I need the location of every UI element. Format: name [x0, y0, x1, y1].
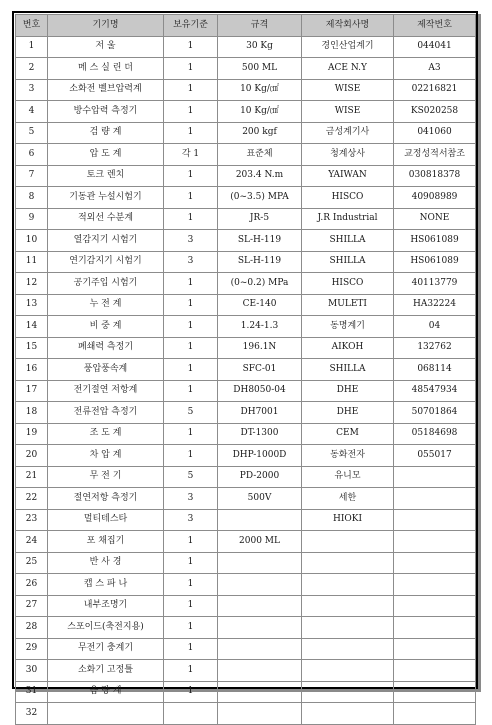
serial-number-cell: 48547934	[394, 380, 476, 402]
table-row	[16, 359, 476, 381]
serial-number-cell	[394, 703, 476, 725]
manufacturer-cell	[302, 552, 394, 574]
holding-standard-cell: 1	[164, 122, 218, 144]
holding-standard-cell: 1	[164, 58, 218, 80]
number-cell: 10	[16, 230, 48, 252]
holding-standard-cell: 1	[164, 531, 218, 553]
manufacturer-cell: 동화전자	[302, 445, 394, 467]
number-cell: 6	[16, 144, 48, 166]
holding-standard-cell: 1	[164, 380, 218, 402]
number-cell: 19	[16, 423, 48, 445]
serial-number-cell: 041060	[394, 122, 476, 144]
device-name-cell: 적외선 수분계	[48, 208, 164, 230]
header-specification: 규격	[218, 15, 302, 37]
holding-standard-cell: 1	[164, 638, 218, 660]
number-cell: 1	[16, 36, 48, 58]
manufacturer-cell: CEM	[302, 423, 394, 445]
manufacturer-cell: 세한	[302, 488, 394, 510]
device-name-cell: 전기절연 저항계	[48, 380, 164, 402]
holding-standard-cell: 1	[164, 595, 218, 617]
device-name-cell: 폐쇄력 측정기	[48, 337, 164, 359]
manufacturer-cell	[302, 681, 394, 703]
device-name-cell: 연기감지기 시험기	[48, 251, 164, 273]
table-row	[16, 638, 476, 660]
device-name-cell: 공기주입 시험기	[48, 273, 164, 295]
number-cell: 21	[16, 466, 48, 488]
table-row	[16, 617, 476, 639]
holding-standard-cell: 1	[164, 316, 218, 338]
number-cell: 14	[16, 316, 48, 338]
serial-number-cell	[394, 617, 476, 639]
holding-standard-cell: 1	[164, 617, 218, 639]
serial-number-cell: 05184698	[394, 423, 476, 445]
specification-cell: DHP-1000D	[218, 445, 302, 467]
device-name-cell: 반 사 경	[48, 552, 164, 574]
number-cell: 16	[16, 359, 48, 381]
number-cell: 15	[16, 337, 48, 359]
table-row	[16, 466, 476, 488]
holding-standard-cell: 1	[164, 359, 218, 381]
specification-cell: SFC-01	[218, 359, 302, 381]
device-name-cell: 압 도 계	[48, 144, 164, 166]
manufacturer-cell	[302, 574, 394, 596]
table-row	[16, 574, 476, 596]
number-cell: 31	[16, 681, 48, 703]
number-cell: 11	[16, 251, 48, 273]
number-cell: 25	[16, 552, 48, 574]
manufacturer-cell	[302, 703, 394, 725]
manufacturer-cell: MULETI	[302, 294, 394, 316]
serial-number-cell: HA32224	[394, 294, 476, 316]
device-name-cell: 캡 스 파 나	[48, 574, 164, 596]
device-name-cell: 열감지기 시험기	[48, 230, 164, 252]
holding-standard-cell: 3	[164, 488, 218, 510]
serial-number-cell: 044041	[394, 36, 476, 58]
holding-standard-cell: 1	[164, 294, 218, 316]
specification-cell: 30 Kg	[218, 36, 302, 58]
number-cell: 26	[16, 574, 48, 596]
device-name-cell: 소화기 고정틀	[48, 660, 164, 682]
table-row	[16, 294, 476, 316]
specification-cell: 10 Kg/㎠	[218, 79, 302, 101]
serial-number-cell: NONE	[394, 208, 476, 230]
device-name-cell: 메 스 실 린 더	[48, 58, 164, 80]
table-row	[16, 101, 476, 123]
table-row	[16, 187, 476, 209]
holding-standard-cell: 1	[164, 79, 218, 101]
specification-cell	[218, 681, 302, 703]
device-name-cell: 내부조명기	[48, 595, 164, 617]
manufacturer-cell	[302, 638, 394, 660]
manufacturer-cell: WISE	[302, 101, 394, 123]
specification-cell	[218, 574, 302, 596]
specification-cell: 500 ML	[218, 58, 302, 80]
specification-cell: 500V	[218, 488, 302, 510]
table-row	[16, 531, 476, 553]
specification-cell	[218, 552, 302, 574]
number-cell: 3	[16, 79, 48, 101]
serial-number-cell: 40113779	[394, 273, 476, 295]
manufacturer-cell: AIKOH	[302, 337, 394, 359]
specification-cell: 203.4 N.m	[218, 165, 302, 187]
holding-standard-cell: 1	[164, 36, 218, 58]
serial-number-cell	[394, 552, 476, 574]
manufacturer-cell: SHILLA	[302, 251, 394, 273]
specification-cell: DH8050-04	[218, 380, 302, 402]
table-row	[16, 122, 476, 144]
device-name-cell: 소화전 벨브압력계	[48, 79, 164, 101]
serial-number-cell	[394, 574, 476, 596]
table-row	[16, 79, 476, 101]
specification-cell: SL-H-119	[218, 230, 302, 252]
device-name-cell: 조 도 계	[48, 423, 164, 445]
header-holding-standard: 보유기준	[164, 15, 218, 37]
table-row	[16, 660, 476, 682]
manufacturer-cell: DHE	[302, 380, 394, 402]
table-body	[16, 36, 476, 724]
device-name-cell: 누 전 계	[48, 294, 164, 316]
holding-standard-cell: 1	[164, 681, 218, 703]
header-number: 번호	[16, 15, 48, 37]
table-row	[16, 552, 476, 574]
table-row	[16, 595, 476, 617]
manufacturer-cell: J.R Industrial	[302, 208, 394, 230]
specification-cell: 10 Kg/㎠	[218, 101, 302, 123]
serial-number-cell	[394, 488, 476, 510]
table-row	[16, 273, 476, 295]
serial-number-cell: KS020258	[394, 101, 476, 123]
serial-number-cell: 04	[394, 316, 476, 338]
number-cell: 24	[16, 531, 48, 553]
serial-number-cell: A3	[394, 58, 476, 80]
number-cell: 5	[16, 122, 48, 144]
holding-standard-cell: 1	[164, 208, 218, 230]
number-cell: 13	[16, 294, 48, 316]
device-name-cell: 무 전 기	[48, 466, 164, 488]
table-row	[16, 488, 476, 510]
holding-standard-cell: 1	[164, 423, 218, 445]
equipment-table	[15, 14, 476, 725]
table-row	[16, 165, 476, 187]
number-cell: 30	[16, 660, 48, 682]
table-row	[16, 208, 476, 230]
device-name-cell: 포 채집기	[48, 531, 164, 553]
device-name-cell: 비 중 계	[48, 316, 164, 338]
specification-cell: DH7001	[218, 402, 302, 424]
device-name-cell: 멀티테스타	[48, 509, 164, 531]
manufacturer-cell: HISCO	[302, 273, 394, 295]
table-row	[16, 423, 476, 445]
number-cell: 2	[16, 58, 48, 80]
serial-number-cell: 030818378	[394, 165, 476, 187]
specification-cell: SL-H-119	[218, 251, 302, 273]
holding-standard-cell: 1	[164, 552, 218, 574]
manufacturer-cell: WISE	[302, 79, 394, 101]
number-cell: 32	[16, 703, 48, 725]
number-cell: 17	[16, 380, 48, 402]
specification-cell	[218, 660, 302, 682]
serial-number-cell: 교정성적서참조	[394, 144, 476, 166]
number-cell: 4	[16, 101, 48, 123]
specification-cell: PD-2000	[218, 466, 302, 488]
serial-number-cell	[394, 466, 476, 488]
table-row	[16, 316, 476, 338]
manufacturer-cell	[302, 617, 394, 639]
serial-number-cell: HS061089	[394, 230, 476, 252]
device-name-cell: 토크 렌치	[48, 165, 164, 187]
table-row	[16, 509, 476, 531]
manufacturer-cell: 경인산업계기	[302, 36, 394, 58]
serial-number-cell	[394, 638, 476, 660]
header-row	[16, 15, 476, 37]
number-cell: 8	[16, 187, 48, 209]
serial-number-cell: HS061089	[394, 251, 476, 273]
device-name-cell: 무전기 충계기	[48, 638, 164, 660]
header-device-name: 기기명	[48, 15, 164, 37]
device-name-cell: 스포이드(축전지용)	[48, 617, 164, 639]
manufacturer-cell: SHILLA	[302, 359, 394, 381]
number-cell: 22	[16, 488, 48, 510]
table-row	[16, 36, 476, 58]
number-cell: 12	[16, 273, 48, 295]
specification-cell	[218, 509, 302, 531]
serial-number-cell	[394, 531, 476, 553]
serial-number-cell: 50701864	[394, 402, 476, 424]
holding-standard-cell: 3	[164, 509, 218, 531]
holding-standard-cell: 3	[164, 251, 218, 273]
specification-cell: 200 kgf	[218, 122, 302, 144]
manufacturer-cell: YAIWAN	[302, 165, 394, 187]
table-row	[16, 230, 476, 252]
specification-cell: 1.24-1.3	[218, 316, 302, 338]
manufacturer-cell: DHE	[302, 402, 394, 424]
specification-cell	[218, 638, 302, 660]
device-name-cell: 차 압 계	[48, 445, 164, 467]
holding-standard-cell: 1	[164, 165, 218, 187]
table-row	[16, 58, 476, 80]
serial-number-cell: 02216821	[394, 79, 476, 101]
number-cell: 23	[16, 509, 48, 531]
table-row	[16, 703, 476, 725]
device-name-cell: 풍압풍속계	[48, 359, 164, 381]
manufacturer-cell: SHILLA	[302, 230, 394, 252]
header-manufacturer: 제작회사명	[302, 15, 394, 37]
number-cell: 7	[16, 165, 48, 187]
manufacturer-cell: 청계상사	[302, 144, 394, 166]
manufacturer-cell: ACE N.Y	[302, 58, 394, 80]
holding-standard-cell	[164, 703, 218, 725]
serial-number-cell: 40908989	[394, 187, 476, 209]
manufacturer-cell: 유니모	[302, 466, 394, 488]
device-name-cell	[48, 703, 164, 725]
holding-standard-cell: 1	[164, 574, 218, 596]
specification-cell: 표준체	[218, 144, 302, 166]
holding-standard-cell: 1	[164, 273, 218, 295]
holding-standard-cell: 각 1	[164, 144, 218, 166]
specification-cell: (0~3.5) MPA	[218, 187, 302, 209]
holding-standard-cell: 1	[164, 445, 218, 467]
table-header	[16, 15, 476, 37]
holding-standard-cell: 5	[164, 402, 218, 424]
holding-standard-cell: 5	[164, 466, 218, 488]
serial-number-cell: 132762	[394, 337, 476, 359]
specification-cell: (0~0.2) MPa	[218, 273, 302, 295]
specification-cell: 196.1N	[218, 337, 302, 359]
table-row	[16, 251, 476, 273]
device-name-cell: 저 울	[48, 36, 164, 58]
holding-standard-cell: 3	[164, 230, 218, 252]
specification-cell: DT-1300	[218, 423, 302, 445]
table-row	[16, 402, 476, 424]
table-row	[16, 380, 476, 402]
specification-cell	[218, 595, 302, 617]
device-name-cell: 절연저항 측정기	[48, 488, 164, 510]
device-name-cell: 검 량 계	[48, 122, 164, 144]
number-cell: 27	[16, 595, 48, 617]
holding-standard-cell: 1	[164, 101, 218, 123]
number-cell: 29	[16, 638, 48, 660]
table-row	[16, 144, 476, 166]
document-frame	[12, 11, 478, 718]
serial-number-cell	[394, 509, 476, 531]
number-cell: 18	[16, 402, 48, 424]
header-serial-number: 제작번호	[394, 15, 476, 37]
manufacturer-cell: HIOKI	[302, 509, 394, 531]
device-name-cell: 음 량 계	[48, 681, 164, 703]
specification-cell	[218, 617, 302, 639]
specification-cell: JR-5	[218, 208, 302, 230]
device-name-cell: 방수압력 측정기	[48, 101, 164, 123]
serial-number-cell: 068114	[394, 359, 476, 381]
manufacturer-cell	[302, 595, 394, 617]
device-name-cell: 기동관 누설시험기	[48, 187, 164, 209]
table-row	[16, 681, 476, 703]
device-name-cell: 전류전압 측정기	[48, 402, 164, 424]
specification-cell: 2000 ML	[218, 531, 302, 553]
manufacturer-cell: 금성계기사	[302, 122, 394, 144]
serial-number-cell	[394, 595, 476, 617]
serial-number-cell: 055017	[394, 445, 476, 467]
number-cell: 28	[16, 617, 48, 639]
holding-standard-cell: 1	[164, 187, 218, 209]
manufacturer-cell	[302, 531, 394, 553]
number-cell: 20	[16, 445, 48, 467]
serial-number-cell	[394, 681, 476, 703]
table-row	[16, 445, 476, 467]
manufacturer-cell	[302, 660, 394, 682]
number-cell: 9	[16, 208, 48, 230]
serial-number-cell	[394, 660, 476, 682]
holding-standard-cell: 1	[164, 337, 218, 359]
specification-cell	[218, 703, 302, 725]
manufacturer-cell: HISCO	[302, 187, 394, 209]
manufacturer-cell: 동명계기	[302, 316, 394, 338]
specification-cell: CE-140	[218, 294, 302, 316]
holding-standard-cell: 1	[164, 660, 218, 682]
table-row	[16, 337, 476, 359]
